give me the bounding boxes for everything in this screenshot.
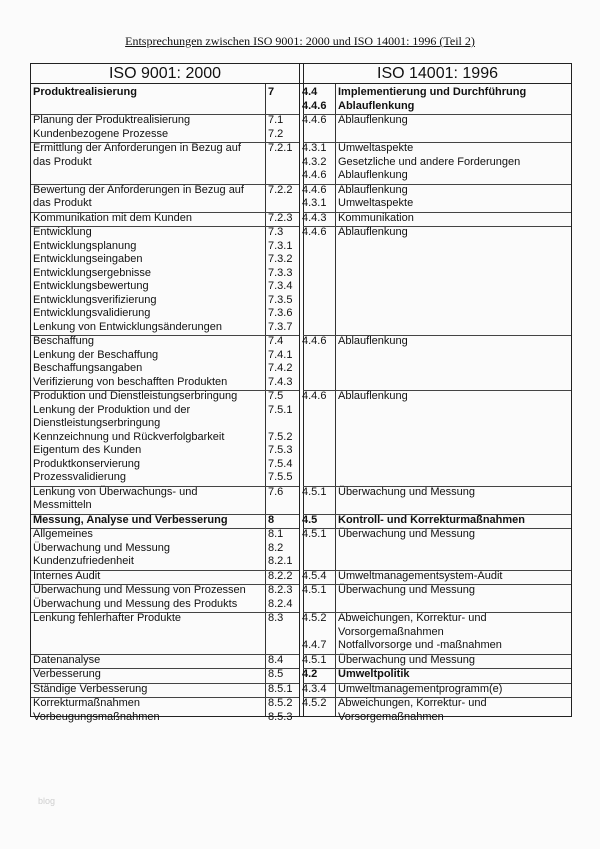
left-clause-title: Entwicklungsvalidierung xyxy=(33,307,151,319)
left-clause-title: Überwachung und Messung von Prozessen xyxy=(33,584,246,596)
left-clause-number: 8.5.3 xyxy=(268,710,293,723)
left-clause-title: Überwachung und Messung xyxy=(33,541,170,554)
right-clause-title: Ablauflenkung xyxy=(338,226,408,238)
right-clause-title: Umweltaspekte xyxy=(338,142,414,154)
left-clause-title: Entwicklungsbewertung xyxy=(33,280,149,292)
right-clause-number: 4.3.2 xyxy=(302,155,327,168)
right-clause-title: Überwachung und Messung xyxy=(338,485,475,498)
left-clause-title: Ständige Verbesserung xyxy=(33,682,148,695)
right-clause-number: 4.4.6 xyxy=(302,99,327,112)
left-clause-number: 8.5.1 xyxy=(268,682,293,695)
left-clause-title: Lenkung von Entwicklungsänderungen xyxy=(33,320,222,333)
right-clause-title: Ablauflenkung xyxy=(338,114,408,126)
left-clause-number: 7.3.7 xyxy=(268,320,293,333)
left-clause-number: 8.2.1 xyxy=(268,555,293,567)
left-clause-number: 7.3 xyxy=(268,226,284,238)
left-clause-number: 7.5.2 xyxy=(268,430,293,443)
right-clause-title: Überwachung und Messung xyxy=(338,584,475,596)
right-clause-number: 4.3.1 xyxy=(302,197,327,209)
left-clause-title: Kundenzufriedenheit xyxy=(33,555,134,567)
left-clause-title: Lenkung der Produktion und der xyxy=(33,403,191,416)
right-clause-title: Umweltaspekte xyxy=(338,197,414,209)
left-clause-number: 7.3.5 xyxy=(268,293,293,306)
right-clause-title: Kommunikation xyxy=(338,211,414,224)
left-clause-title: Beschaffungsangaben xyxy=(33,362,143,374)
left-clause-title: Allgemeines xyxy=(33,528,93,540)
right-clause-title: Überwachung und Messung xyxy=(338,528,475,540)
left-clause-number: 7.2.1 xyxy=(268,142,293,154)
left-clause-number: 8.2 xyxy=(268,541,284,554)
left-clause-number: 7.3.1 xyxy=(268,239,293,252)
left-clause-title: Kennzeichnung und Rückverfolgbarkeit xyxy=(33,430,225,443)
right-clause-number: 4.2 xyxy=(302,668,318,680)
left-clause-number: 7.1 xyxy=(268,114,284,126)
right-clause-number: 4.4.6 xyxy=(302,226,327,238)
watermark: blog xyxy=(38,796,56,806)
left-clause-number: 7.4.2 xyxy=(268,362,293,374)
left-clause-number: 7 xyxy=(268,86,275,98)
right-clause-number: 4.5.1 xyxy=(302,584,327,596)
left-clause-title: Verbesserung xyxy=(33,668,101,680)
right-clause-title: Ablauflenkung xyxy=(338,99,415,112)
left-clause-number: 8.2.3 xyxy=(268,584,293,596)
left-clause-number: 7.4 xyxy=(268,335,284,347)
right-clause-number: 4.4.7 xyxy=(302,639,327,651)
right-clause-number: 4.4.6 xyxy=(302,183,327,196)
left-clause-title: Produktion und Dienstleistungserbringung xyxy=(33,390,238,402)
right-clause-title: Überwachung und Messung xyxy=(338,653,475,666)
left-clause-number: 7.2.3 xyxy=(268,211,293,224)
right-clause-number: 4.4.6 xyxy=(302,390,327,402)
left-clause-title: das Produkt xyxy=(33,197,92,209)
left-clause-title: Lenkung von Überwachungs- und xyxy=(33,485,198,498)
left-clause-title: das Produkt xyxy=(33,155,92,168)
left-clause-number: 8.2.4 xyxy=(268,597,293,610)
left-clause-title: Entwicklung xyxy=(33,226,92,238)
right-clause-title: Implementierung und Durchführung xyxy=(338,86,527,98)
left-clause-number: 7.5.3 xyxy=(268,444,293,456)
left-clause-title: Entwicklungseingaben xyxy=(33,253,143,265)
left-clause-title: Lenkung der Beschaffung xyxy=(33,348,159,361)
left-clause-title: Korrekturmaßnahmen xyxy=(33,697,140,709)
right-clause-number: 4.4.6 xyxy=(302,335,327,347)
left-clause-title: Eigentum des Kunden xyxy=(33,444,142,456)
left-clause-title: Verifizierung von beschafften Produkten xyxy=(33,375,228,388)
right-clause-title: Ablauflenkung xyxy=(338,183,408,196)
left-clause-number: 8.5 xyxy=(268,668,284,680)
left-clause-number: 7.5 xyxy=(268,390,284,402)
right-clause-title: Umweltmanagementprogramm(e) xyxy=(338,682,503,695)
right-clause-number: 4.4.6 xyxy=(302,114,327,126)
right-clause-title: Umweltmanagementsystem-Audit xyxy=(338,569,503,582)
left-clause-number: 7.4.1 xyxy=(268,348,293,361)
left-clause-number: 7.6 xyxy=(268,485,284,498)
right-clause-title: Kontroll- und Korrekturmaßnahmen xyxy=(338,513,526,526)
right-clause-number: 4.3.1 xyxy=(302,142,327,154)
left-clause-number: 7.3.4 xyxy=(268,280,293,292)
left-clause-title: Datenanalyse xyxy=(33,653,101,666)
left-clause-title: Lenkung fehlerhafter Produkte xyxy=(33,612,181,624)
left-clause-title: Vorbeugungsmaßnahmen xyxy=(33,710,160,723)
left-clause-title: Bewertung der Anforderungen in Bezug auf xyxy=(33,183,244,196)
left-clause-number: 7.3.2 xyxy=(268,253,293,265)
left-clause-number: 8.2.2 xyxy=(268,569,293,582)
right-clause-number: 4.4.6 xyxy=(302,169,327,181)
right-clause-number: 4.4.3 xyxy=(302,211,327,224)
left-clause-number: 7.3.3 xyxy=(268,266,293,279)
left-clause-title: Kundenbezogene Prozesse xyxy=(33,127,169,140)
left-clause-number: 7.5.1 xyxy=(268,403,293,416)
right-number-divider xyxy=(335,83,336,716)
right-clause-number: 4.3.4 xyxy=(302,682,327,695)
left-clause-number: 7.5.5 xyxy=(268,471,293,483)
right-clause-number: 4.5.1 xyxy=(302,485,327,498)
right-clause-title: Vorsorgemaßnahmen xyxy=(338,710,444,723)
right-clause-title: Ablauflenkung xyxy=(338,169,408,181)
left-clause-title: Internes Audit xyxy=(33,569,101,582)
right-clause-number: 4.5 xyxy=(302,513,318,526)
mapping-table xyxy=(30,63,572,723)
right-clause-number: 4.5.1 xyxy=(302,653,327,666)
right-clause-number: 4.5.4 xyxy=(302,569,327,582)
header-iso9001: ISO 9001: 2000 xyxy=(108,65,222,82)
left-clause-title: Produktkonservierung xyxy=(33,457,141,470)
left-clause-number: 7.4.3 xyxy=(268,375,293,388)
right-clause-title: Ablauflenkung xyxy=(338,335,408,347)
left-clause-title: Dienstleistungserbringung xyxy=(33,417,161,429)
right-clause-number: 4.4 xyxy=(302,86,318,98)
page-title: Entsprechungen zwischen ISO 9001: 2000 und ISO 14001: 1996 (Teil 2) xyxy=(125,34,475,48)
left-clause-number: 7.2 xyxy=(268,127,284,140)
right-clause-title: Gesetzliche und andere Forderungen xyxy=(338,155,521,168)
left-clause-title: Planung der Produktrealisierung xyxy=(33,114,191,126)
left-clause-number: 7.2.2 xyxy=(268,183,293,196)
left-clause-number: 8.3 xyxy=(268,612,284,624)
left-clause-title: Entwicklungsverifizierung xyxy=(33,293,157,306)
left-clause-number: 8 xyxy=(268,513,275,526)
right-clause-title: Notfallvorsorge und -maßnahmen xyxy=(338,639,502,651)
left-clause-number: 8.4 xyxy=(268,653,284,666)
left-clause-title: Produktrealisierung xyxy=(33,86,137,98)
right-clause-number: 4.5.2 xyxy=(302,612,327,624)
right-clause-number: 4.5.2 xyxy=(302,697,327,709)
left-clause-number: 7.3.6 xyxy=(268,307,293,319)
left-clause-title: Entwicklungsplanung xyxy=(33,239,137,252)
left-clause-title: Prozessvalidierung xyxy=(33,471,126,483)
right-clause-number: 4.5.1 xyxy=(302,528,327,540)
header-rule xyxy=(31,83,571,84)
right-clause-title: Ablauflenkung xyxy=(338,390,408,402)
left-number-divider xyxy=(265,83,266,716)
header-iso14001: ISO 14001: 1996 xyxy=(377,65,498,82)
right-clause-title: Umweltpolitik xyxy=(338,668,410,680)
left-clause-number: 8.1 xyxy=(268,528,284,540)
left-clause-title: Messung, Analyse und Verbesserung xyxy=(33,513,228,526)
right-clause-title: Vorsorgemaßnahmen xyxy=(338,625,444,638)
left-clause-number: 8.5.2 xyxy=(268,697,293,709)
left-clause-title: Überwachung und Messung des Produkts xyxy=(33,597,238,610)
left-clause-title: Kommunikation mit dem Kunden xyxy=(33,211,192,224)
left-clause-number: 7.5.4 xyxy=(268,457,293,470)
right-clause-title: Abweichungen, Korrektur- und xyxy=(338,612,487,624)
right-clause-title: Abweichungen, Korrektur- und xyxy=(338,697,487,709)
left-clause-title: Entwicklungsergebnisse xyxy=(33,266,152,279)
left-clause-title: Beschaffung xyxy=(33,335,94,347)
left-clause-title: Messmitteln xyxy=(33,499,92,511)
left-clause-title: Ermittlung der Anforderungen in Bezug auf xyxy=(33,142,241,154)
